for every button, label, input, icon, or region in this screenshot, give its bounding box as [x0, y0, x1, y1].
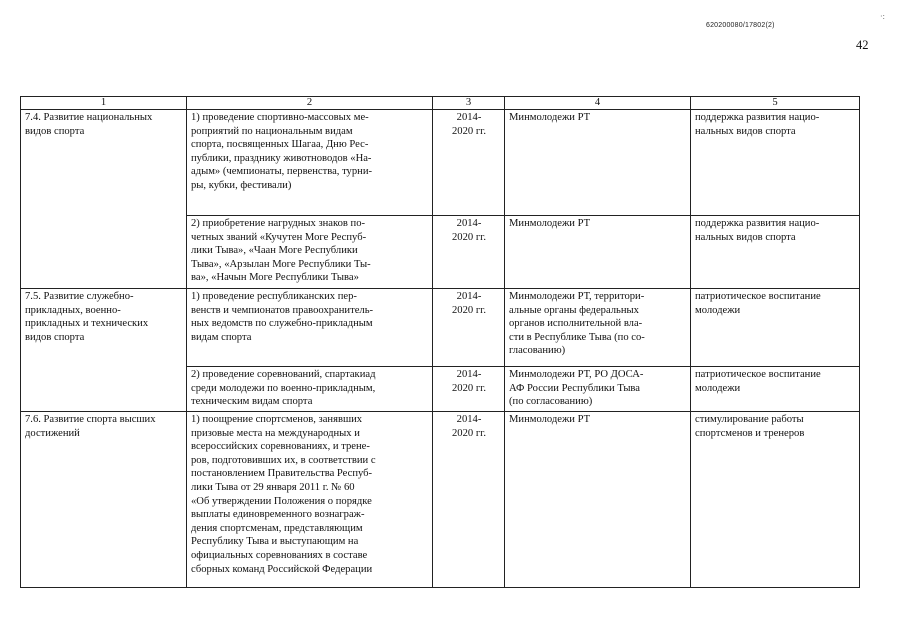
- header-col-1: 1: [21, 97, 187, 110]
- activity-cell: 1) проведение спортивно-массовых ме- роприятий по национальным видам спорта, посвященных Шагаа, Дню Рес- публики, празднику животноводов «На- адым» (чемпионаты, первенства, турни- ры, кубки, фестивали): [187, 110, 433, 216]
- result-cell: патриотическое воспитание молодежи: [691, 289, 860, 367]
- executor-cell: Минмолодежи РТ: [505, 412, 691, 588]
- activity-cell: 1) поощрение спортсменов, занявших призовые места на международных и всероссийских соревнованиях, и трене- ров, подготовивших их, в соответствии с постановлением Правительства Респуб- лики Тыва от 29 января 2011 г. № 60 «Об утверждении Положения о порядке выплаты единовременного вознаграж- дения спортсменам, представляющим Республику Тыва и выступающим на официальных соревнованиях в составе сборных команд Российской Федерации: [187, 412, 433, 588]
- header-col-5: 5: [691, 97, 860, 110]
- result-cell: стимулирование работы спортсменов и тренеров: [691, 412, 860, 588]
- activity-cell: 1) проведение республиканских пер- венств и чемпионатов правоохранитель- ных ведомств по служебно-прикладным видам спорта: [187, 289, 433, 367]
- document-id: 620200080/17802(2): [706, 22, 775, 29]
- executor-cell: Минмолодежи РТ: [505, 216, 691, 289]
- executor-cell: Минмолодежи РТ, территори- альные органы федеральных органов исполнительной вла- сти в Республике Тыва (по со- гласованию): [505, 289, 691, 367]
- table-row: [21, 412, 860, 588]
- page-number: 42: [856, 38, 869, 52]
- period-cell: 2014- 2020 гг.: [433, 216, 505, 289]
- result-cell: поддержка развития нацио- нальных видов спорта: [691, 216, 860, 289]
- result-cell: поддержка развития нацио- нальных видов спорта: [691, 110, 860, 216]
- period-cell: 2014- 2020 гг.: [433, 412, 505, 588]
- executor-cell: Минмолодежи РТ: [505, 110, 691, 216]
- activities-table: [20, 96, 860, 588]
- header-col-4: 4: [505, 97, 691, 110]
- period-cell: 2014- 2020 гг.: [433, 289, 505, 367]
- executor-cell: Минмолодежи РТ, РО ДОСА- АФ России Республики Тыва (по согласованию): [505, 367, 691, 412]
- header-col-2: 2: [187, 97, 433, 110]
- activity-cell: 2) проведение соревнований, спартакиад среди молодежи по военно-прикладным, техническим видам спорта: [187, 367, 433, 412]
- activity-cell: 2) приобретение нагрудных знаков по- четных званий «Кучутен Моге Респуб- лики Тыва», «Чаан Моге Республики Тыва», «Арзылан Моге Республики Ты- ва», «Начын Моге Республики Тыва»: [187, 216, 433, 289]
- table-header-row: [21, 97, 860, 110]
- section-cell: 7.5. Развитие служебно- прикладных, военно- прикладных и технических видов спорта: [21, 289, 187, 412]
- section-cell: 7.6. Развитие спорта высших достижений: [21, 412, 187, 588]
- result-cell: патриотическое воспитание молодежи: [691, 367, 860, 412]
- table-row: [21, 110, 860, 216]
- period-cell: 2014- 2020 гг.: [433, 367, 505, 412]
- section-cell: 7.4. Развитие национальных видов спорта: [21, 110, 187, 289]
- period-cell: 2014- 2020 гг.: [433, 110, 505, 216]
- corner-mark: ·:: [880, 12, 885, 21]
- header-col-3: 3: [433, 97, 505, 110]
- table-row: [21, 289, 860, 367]
